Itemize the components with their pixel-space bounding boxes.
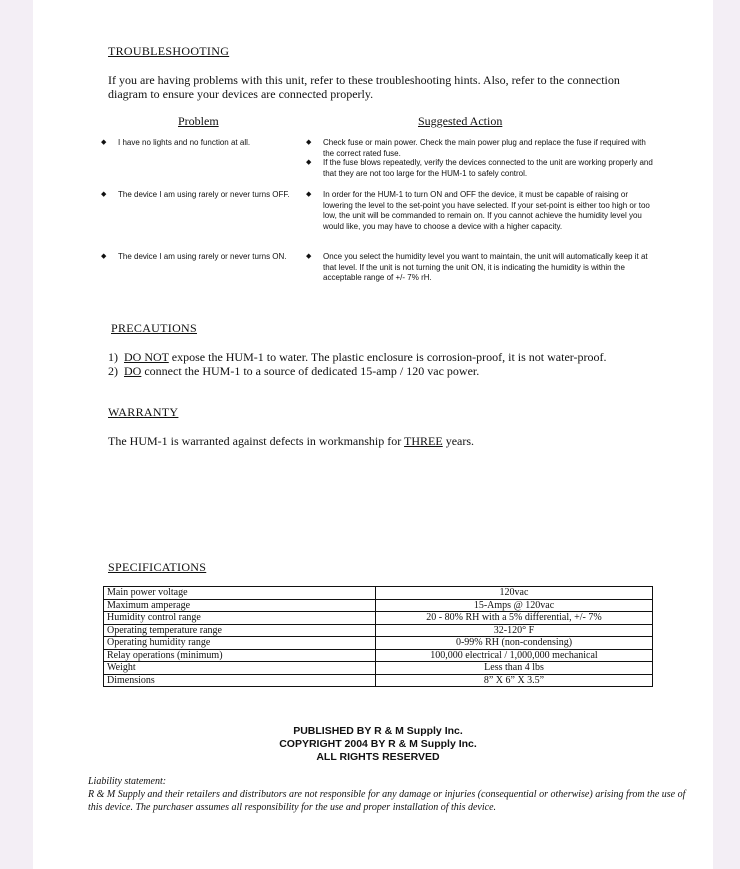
action-1b: If the fuse blows repeatedly, verify the devices connected to the unit are working properly and that they are not too large for the HUM-1 to safely control. xyxy=(323,158,653,178)
bullet-icon: ◆ xyxy=(306,138,312,146)
problem-3: The device I am using rarely or never turns ON. xyxy=(118,252,287,261)
warranty-text: The HUM-1 is warranted against defects in workmanship for THREE years. xyxy=(108,434,475,448)
table-row: Relay operations (minimum) 100,000 electrical / 1,000,000 mechanical xyxy=(104,649,653,662)
precautions-heading: PRECAUTIONS xyxy=(111,321,197,335)
action-1a: Check fuse or main power. Check the main power plug and replace the fuse if required with the correct rated fuse. xyxy=(323,138,646,158)
precaution-2: 2) DO connect the HUM-1 to a source of dedicated 15-amp / 120 vac power. xyxy=(108,364,480,378)
specifications-heading: SPECIFICATIONS xyxy=(108,560,207,574)
troubleshooting-heading: TROUBLESHOOTING xyxy=(108,44,230,58)
publisher-line-2: COPYRIGHT 2004 BY R & M Supply Inc. xyxy=(279,738,477,750)
table-row: Weight Less than 4 lbs xyxy=(104,662,653,675)
bullet-icon: ◆ xyxy=(306,190,312,198)
table-row: Operating humidity range 0-99% RH (non-condensing) xyxy=(104,637,653,650)
table-row: Dimensions 8” X 6” X 3.5” xyxy=(104,674,653,687)
publisher-line-1: PUBLISHED BY R & M Supply Inc. xyxy=(293,725,463,737)
bullet-icon: ◆ xyxy=(101,190,107,198)
document-page xyxy=(33,0,713,869)
table-row: Main power voltage 120vac xyxy=(104,587,653,600)
troubleshooting-intro: If you are having problems with this unit, refer to these troubleshooting hints. Also, refer to the connection diagram to ensure your devices are connected properly. xyxy=(108,73,620,101)
table-row: Humidity control range 20 - 80% RH with a 5% differential, +/- 7% xyxy=(104,612,653,625)
liability-text: R & M Supply and their retailers and distributors are not responsible for any damage or injuries (consequential or otherwise) arising from the use of this device. The purchaser assumes all responsibility for the use and proper installation of this device. xyxy=(88,789,686,813)
liability-title: Liability statement: xyxy=(88,776,167,787)
problem-2: The device I am using rarely or never turns OFF. xyxy=(118,190,290,199)
table-row: Operating temperature range 32-120° F xyxy=(104,624,653,637)
bullet-icon: ◆ xyxy=(101,252,107,260)
action-3: Once you select the humidity level you want to maintain, the unit will automatically keep it at that level. If the unit is not turning the unit ON, it is indicating the humidity is within the acceptable range of +/- 7% rH. xyxy=(323,252,648,282)
bullet-icon: ◆ xyxy=(306,158,312,166)
problem-1: I have no lights and no function at all. xyxy=(118,138,251,147)
action-2: In order for the HUM-1 to turn ON and OFF the device, it must be capable of raising or lowering the level to the set-point you have selected. If your set-point is either too high or too low, the unit will be commanded to remain on. If you cannot achieve the humidity level you would like, you may have to choose a device with a higher capacity. xyxy=(323,190,650,231)
warranty-heading: WARRANTY xyxy=(108,405,179,419)
bullet-icon: ◆ xyxy=(101,138,107,146)
specifications-table xyxy=(103,586,653,687)
action-column-header: Suggested Action xyxy=(418,114,503,128)
bullet-icon: ◆ xyxy=(306,252,312,260)
publisher-line-3: ALL RIGHTS RESERVED xyxy=(316,751,440,763)
table-row: Maximum amperage 15-Amps @ 120vac xyxy=(104,599,653,612)
problem-column-header: Problem xyxy=(178,114,219,128)
precaution-1: 1) DO NOT expose the HUM-1 to water. The plastic enclosure is corrosion-proof, it is not water-proof. xyxy=(108,350,607,364)
